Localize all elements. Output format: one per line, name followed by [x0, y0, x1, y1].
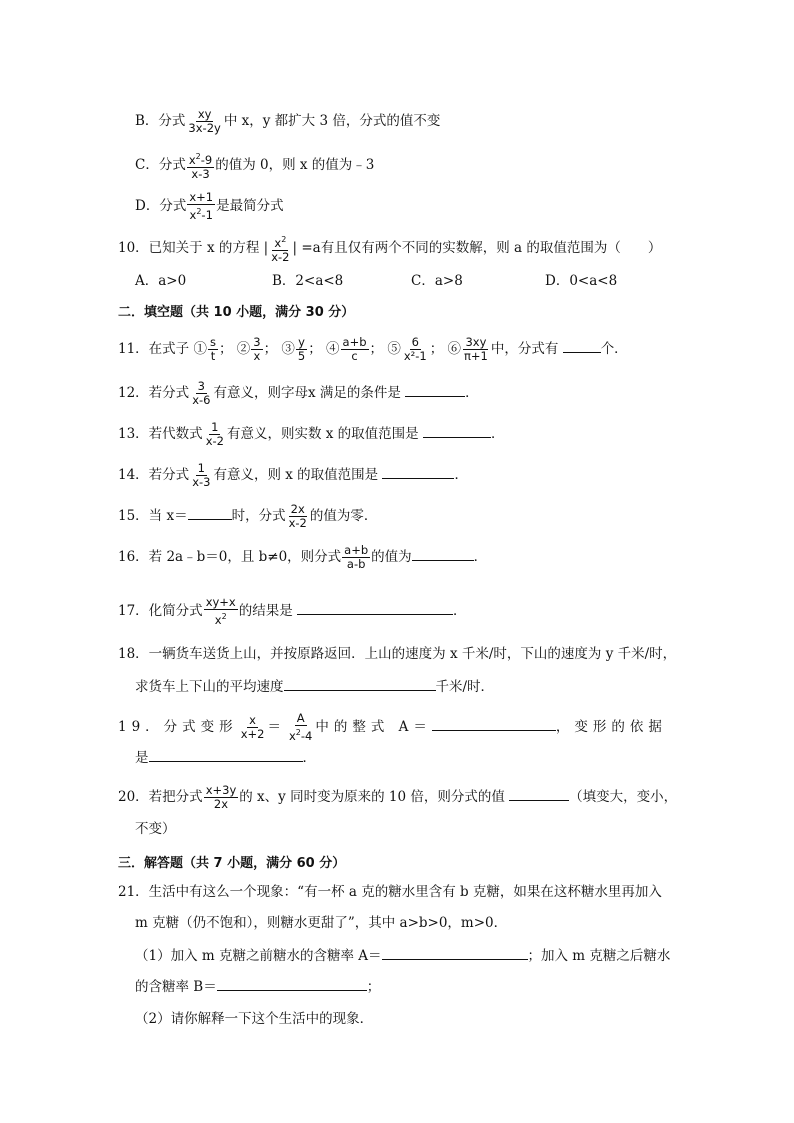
separator: ； — [429, 341, 444, 357]
fraction — [287, 503, 309, 530]
q19-text-2: ，变形的依据 — [555, 719, 667, 735]
exponent: 2 — [196, 207, 202, 216]
q17-prefix: 17．化简分式 — [118, 603, 203, 619]
q10-text: | =a有且仅有两个不同的实数解，则 a 的取值范围为（ ） — [292, 240, 662, 256]
fraction — [342, 544, 370, 571]
denominator: c — [351, 349, 358, 363]
q16-end: ． — [473, 549, 488, 565]
q14-text: 有意义，则 x 的取值范围是 — [213, 467, 379, 483]
answer-blank[interactable] — [423, 424, 491, 438]
denominator — [287, 726, 314, 743]
q12-prefix: 12．若分式 — [118, 385, 190, 401]
q11-end: 个． — [600, 341, 628, 357]
circled-6: ⑥ — [447, 341, 461, 357]
q11-prefix: 11．在式子 — [118, 341, 190, 357]
q10-option-b: B．2<a<8 — [272, 273, 344, 289]
exponent: 2 — [195, 152, 201, 161]
q9-b-prefix: B．分式 — [135, 113, 186, 129]
denominator: x+2 — [240, 727, 265, 741]
q11-text: 中，分式有 — [490, 341, 559, 357]
answer-blank[interactable] — [188, 506, 232, 520]
fraction — [187, 191, 215, 222]
question-19-line2 — [135, 748, 316, 767]
answer-blank-b[interactable] — [217, 977, 367, 991]
circled-1: ① — [193, 341, 207, 357]
numerator: 3 — [197, 379, 205, 393]
separator: ； — [369, 341, 384, 357]
question-20 — [118, 784, 677, 811]
q20-hint: （填变大，变小， — [569, 789, 678, 805]
equals-sign: ＝ — [267, 719, 286, 735]
denominator-base: x — [214, 613, 222, 627]
q15-prefix: 15．当 x＝ — [118, 508, 188, 524]
q18-unit: 千米/时． — [435, 679, 495, 695]
numerator-base: x — [188, 153, 196, 167]
q10-option-d: D．0<a<8 — [545, 273, 618, 289]
fraction — [402, 336, 429, 363]
answer-blank[interactable] — [563, 339, 601, 353]
exponent: 2 — [281, 235, 287, 244]
question-21-part2: （2）请你解释一下这个生活中的现象． — [135, 1011, 374, 1027]
numerator: x — [249, 713, 256, 727]
q21-part1-mid: ；加入 m 克糖之后糖水 — [527, 948, 671, 964]
question-21: 21．生活中有这么一个现象：“有一杯 a 克的糖水里含有 b 克糖，如果在这杯糖水里再加入 — [118, 884, 662, 900]
fraction — [204, 596, 238, 627]
numerator: y — [298, 335, 305, 349]
numerator: 1 — [211, 420, 219, 434]
numerator: 3xy — [465, 335, 487, 349]
denominator — [213, 610, 229, 627]
question-10 — [118, 233, 661, 264]
circled-2: ② — [236, 341, 251, 357]
numerator — [272, 233, 288, 251]
question-11 — [118, 336, 628, 363]
answer-blank[interactable] — [284, 677, 436, 691]
denominator-base: x — [288, 729, 296, 743]
numerator: xy — [197, 107, 212, 121]
q10-option-a: A．a>0 — [135, 273, 187, 289]
answer-blank-a[interactable] — [432, 717, 556, 731]
question-12 — [118, 380, 479, 407]
exponent: 2 — [295, 728, 301, 737]
question-14 — [118, 462, 468, 489]
q21-part1-prefix: （1）加入 m 克糖之前糖水的含糖率 A＝ — [135, 948, 382, 964]
denominator: π+1 — [464, 349, 488, 363]
denominator: x²-1 — [403, 349, 427, 363]
q19-prefix: 19．分式变形 — [118, 719, 238, 735]
denominator: x-2 — [205, 434, 224, 448]
answer-blank[interactable] — [405, 383, 465, 397]
q9-c-prefix: C．分式 — [135, 157, 186, 173]
numerator: x+1 — [189, 190, 214, 204]
q9-d-prefix: D．分式 — [135, 198, 187, 214]
q18-line2-prefix: 求货车上下山的平均速度 — [135, 679, 284, 695]
answer-blank[interactable] — [382, 465, 454, 479]
question-13 — [118, 421, 504, 448]
fraction — [186, 108, 222, 135]
question-20-line2: 不变） — [135, 821, 176, 837]
fraction — [204, 421, 226, 448]
q16-prefix: 16．若 2a﹣b＝0，且 b≠0，则分式 — [118, 549, 342, 565]
q19-text: 中的整式 A＝ — [315, 719, 432, 735]
fraction — [204, 784, 239, 811]
q16-text: 的值为 — [371, 549, 412, 565]
q15-text: 的值为零． — [309, 508, 378, 524]
numerator: A — [296, 711, 305, 725]
question-18-line2 — [135, 677, 494, 696]
denominator: x-6 — [192, 393, 211, 407]
question-18: 18．一辆货车送货上山，并按原路返回．上山的速度为 x 千米/时，下山的速度为 y 千米/时， — [118, 646, 677, 662]
circled-4: ④ — [326, 341, 340, 357]
numerator: xy+x — [205, 595, 236, 609]
numerator: 1 — [197, 461, 205, 475]
q9-option-c — [135, 150, 374, 181]
question-19 — [118, 712, 667, 743]
denominator-base: x — [189, 208, 197, 222]
fraction-right — [287, 712, 314, 743]
q20-prefix: 20．若把分式 — [118, 789, 203, 805]
denominator: x-2 — [288, 516, 307, 530]
q9-c-text: 的值为 0，则 x 的值为﹣3 — [215, 157, 375, 173]
q9-b-text: 中 x，y 都扩大 3 倍，分式的值不变 — [223, 113, 441, 129]
q14-end: ． — [454, 467, 468, 483]
denominator-rest: -4 — [300, 729, 313, 743]
q15-mid: 时，分式 — [231, 508, 286, 524]
denominator: t — [210, 349, 216, 363]
denominator: x-2 — [271, 250, 290, 264]
denominator: a-b — [346, 557, 366, 571]
fraction — [187, 150, 214, 181]
numerator: a+b — [342, 335, 367, 349]
q9-d-text: 是最简分式 — [216, 198, 284, 214]
numerator: a+b — [344, 543, 369, 557]
q19-line2-prefix: 是 — [135, 750, 149, 766]
fraction — [208, 336, 218, 363]
fraction — [462, 336, 490, 363]
numerator-base: x — [274, 236, 282, 250]
fraction — [296, 336, 307, 363]
q9-option-b — [135, 108, 440, 135]
denominator-rest: -1 — [201, 208, 213, 222]
numerator: 6 — [411, 335, 419, 349]
q19-end: ． — [302, 750, 316, 766]
fraction — [269, 233, 291, 264]
fraction-left — [239, 714, 267, 741]
denominator: 2x — [213, 797, 229, 811]
question-21-line2: m 克糖（仍不饱和），则糖水更甜了”，其中 a>b>0，m>0． — [135, 915, 508, 931]
circled-5: ⑤ — [387, 341, 401, 357]
q21-part1-end: ； — [366, 979, 381, 995]
numerator-rest: -9 — [200, 153, 213, 167]
q13-text: 有意义，则实数 x 的取值范围是 — [226, 426, 419, 442]
q17-text: 的结果是 — [238, 603, 293, 619]
answer-blank[interactable] — [509, 787, 569, 801]
numerator: x+3y — [205, 783, 237, 797]
fraction — [190, 462, 212, 489]
answer-blank[interactable] — [412, 547, 474, 561]
denominator: x-3 — [191, 167, 210, 181]
denominator: 3x-2y — [188, 121, 221, 135]
q10-prefix: 10．已知关于 x 的方程 | — [118, 240, 269, 256]
denominator — [188, 205, 215, 222]
denominator: x — [253, 349, 261, 363]
question-16 — [118, 544, 487, 571]
numerator: s — [209, 335, 216, 349]
answer-blank-basis[interactable] — [149, 748, 303, 762]
q13-prefix: 13．若代数式 — [118, 426, 203, 442]
q10-option-c: C．a>8 — [411, 273, 463, 289]
denominator: 5 — [297, 349, 306, 363]
fraction — [251, 336, 262, 363]
question-21-part1-line2 — [135, 977, 380, 996]
section-heading-fill-in: 二．填空题（共 10 小题，满分 30 分） — [118, 305, 355, 320]
q14-prefix: 14．若分式 — [118, 467, 190, 483]
question-17 — [118, 596, 467, 627]
q13-end: ． — [490, 426, 505, 442]
q20-text: 的 x、y 同时变为原来的 10 倍，则分式的值 — [239, 789, 505, 805]
section-heading-solve: 三．解答题（共 7 小题，满分 60 分） — [118, 856, 346, 871]
numerator: 3 — [253, 335, 261, 349]
q9-option-d — [135, 191, 284, 222]
denominator: x-3 — [192, 475, 211, 489]
separator: ； — [308, 341, 322, 357]
separator: ； — [263, 341, 278, 357]
fraction — [190, 380, 212, 407]
numerator — [187, 150, 214, 168]
separator: ； — [218, 341, 233, 357]
q21-part1-line2-prefix: 的含糖率 B＝ — [135, 979, 217, 995]
answer-blank-a[interactable] — [382, 946, 528, 960]
q12-text: 有意义，则字母x 满足的条件是 — [213, 385, 401, 401]
exponent: 2 — [221, 612, 227, 621]
question-15 — [118, 503, 377, 530]
circled-3: ③ — [281, 341, 295, 357]
numerator: 2x — [290, 502, 305, 516]
answer-blank[interactable] — [297, 601, 453, 615]
fraction — [341, 336, 369, 363]
question-21-part1 — [135, 946, 670, 965]
q12-end: ． — [465, 385, 479, 401]
q17-end: ． — [453, 603, 467, 619]
